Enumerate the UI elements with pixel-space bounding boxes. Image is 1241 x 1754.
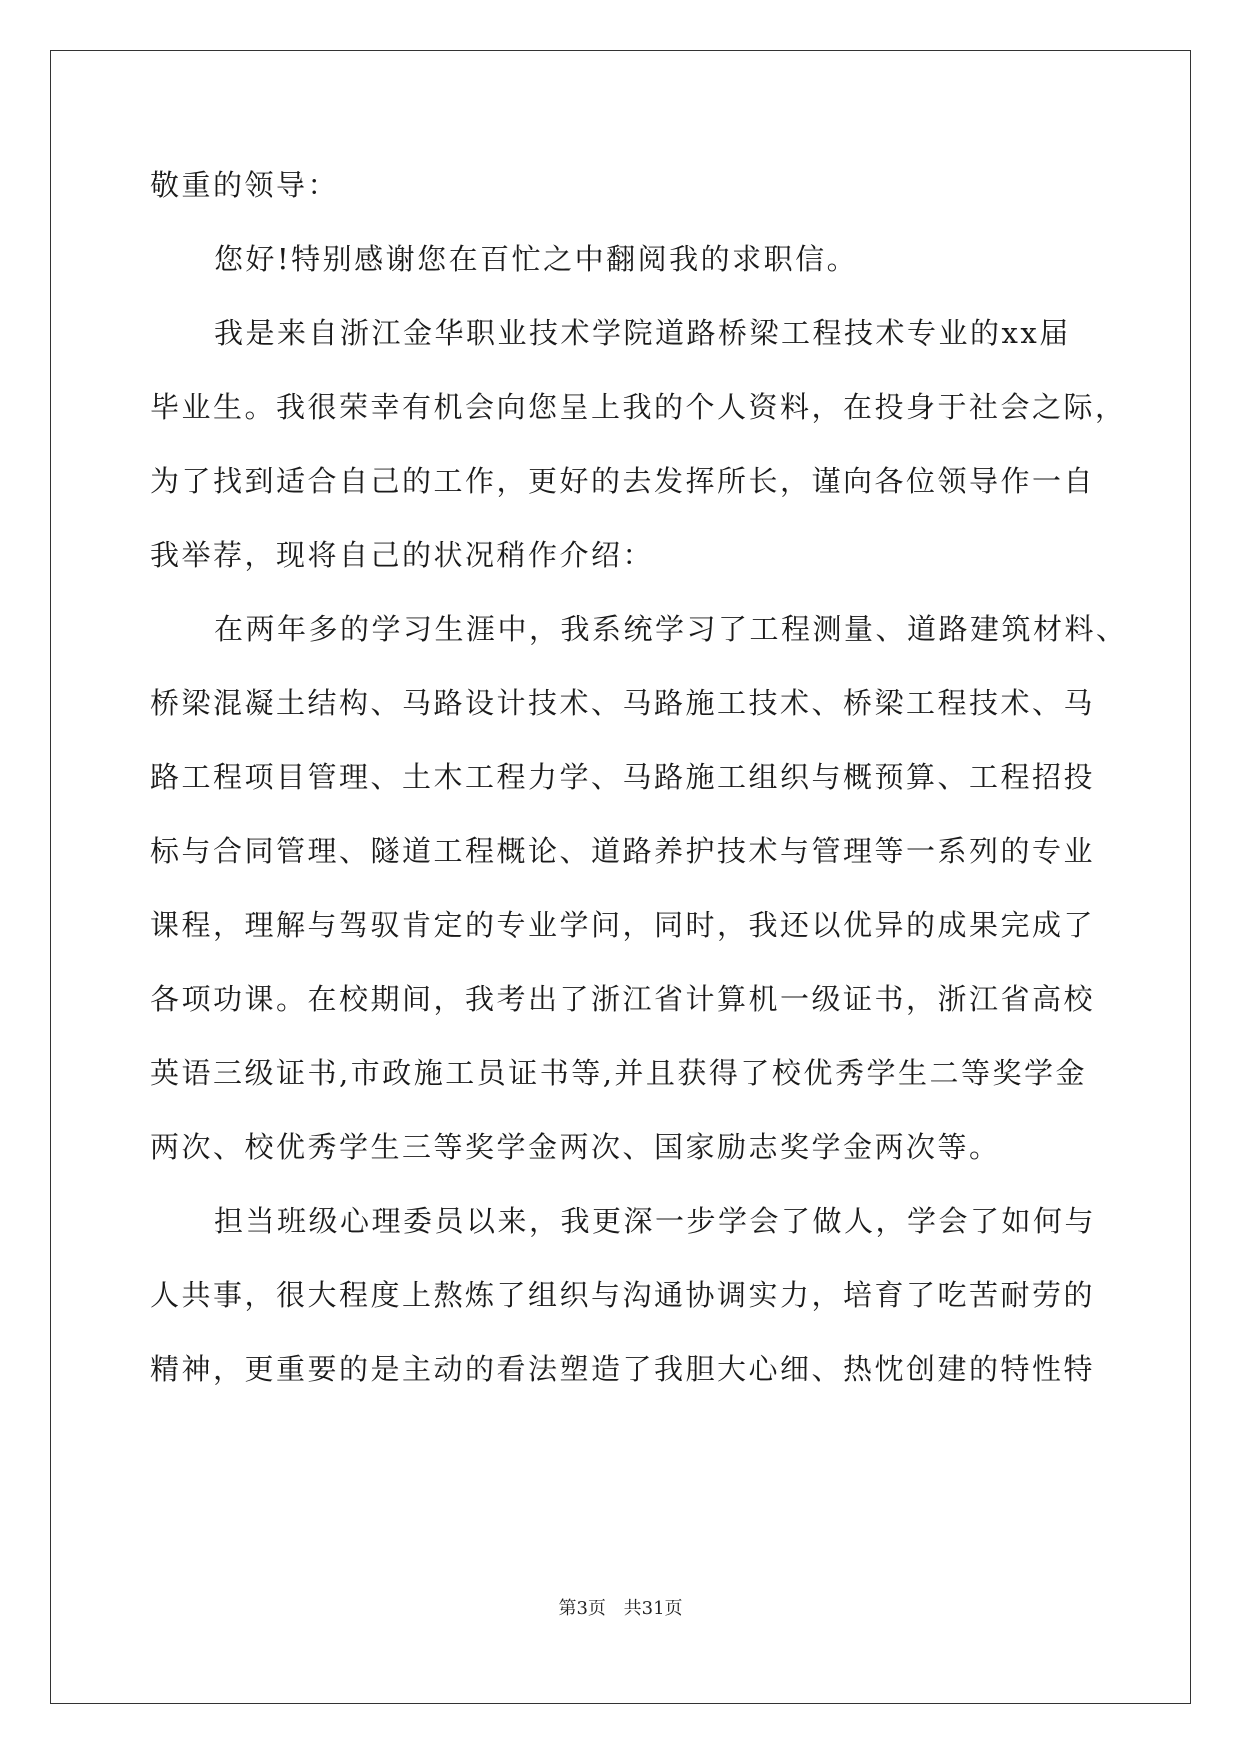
paragraph-line: 路工程项目管理、土木工程力学、马路施工组织与概预算、工程招投 <box>150 760 1096 794</box>
paragraph-line: 精神，更重要的是主动的看法塑造了我胆大心细、热忱创建的特性特 <box>150 1352 1096 1386</box>
paragraph-line: 桥梁混凝土结构、马路设计技术、马路施工技术、桥梁工程技术、马 <box>150 686 1096 720</box>
salutation-line: 敬重的领导： <box>150 168 340 202</box>
paragraph-line: 我举荐，现将自己的状况稍作介绍： <box>150 538 655 572</box>
paragraph-line: 我是来自浙江金华职业技术学院道路桥梁工程技术专业的xx届 <box>214 316 1071 350</box>
greeting-line: 您好!特别感谢您在百忙之中翻阅我的求职信。 <box>214 242 859 276</box>
paragraph-line: 担当班级心理委员以来，我更深一步学会了做人，学会了如何与 <box>214 1204 1097 1238</box>
paragraph-line: 各项功课。在校期间，我考出了浙江省计算机一级证书，浙江省高校 <box>150 982 1096 1016</box>
paragraph-line: 人共事，很大程度上熬炼了组织与沟通协调实力，培育了吃苦耐劳的 <box>150 1278 1096 1312</box>
paragraph-line: 毕业生。我很荣幸有机会向您呈上我的个人资料，在投身于社会之际， <box>150 390 1127 424</box>
paragraph-line: 在两年多的学习生涯中，我系统学习了工程测量、道路建筑材料、 <box>214 612 1128 646</box>
paragraph-line: 标与合同管理、隧道工程概论、道路养护技术与管理等一系列的专业 <box>150 834 1096 868</box>
page-footer <box>0 1597 1241 1621</box>
paragraph-line: 两次、校优秀学生三等奖学金两次、国家励志奖学金两次等。 <box>150 1130 1001 1164</box>
page-border <box>50 50 1191 1704</box>
paragraph-line: 为了找到适合自己的工作，更好的去发挥所长，谨向各位领导作一自 <box>150 464 1096 498</box>
page-total: 共31页 <box>623 1598 683 1619</box>
page-number: 第3页 <box>558 1598 606 1619</box>
paragraph-line: 课程，理解与驾驭肯定的专业学问，同时，我还以优异的成果完成了 <box>150 908 1096 942</box>
paragraph-line: 英语三级证书,市政施工员证书等,并且获得了校优秀学生二等奖学金 <box>150 1056 1087 1090</box>
